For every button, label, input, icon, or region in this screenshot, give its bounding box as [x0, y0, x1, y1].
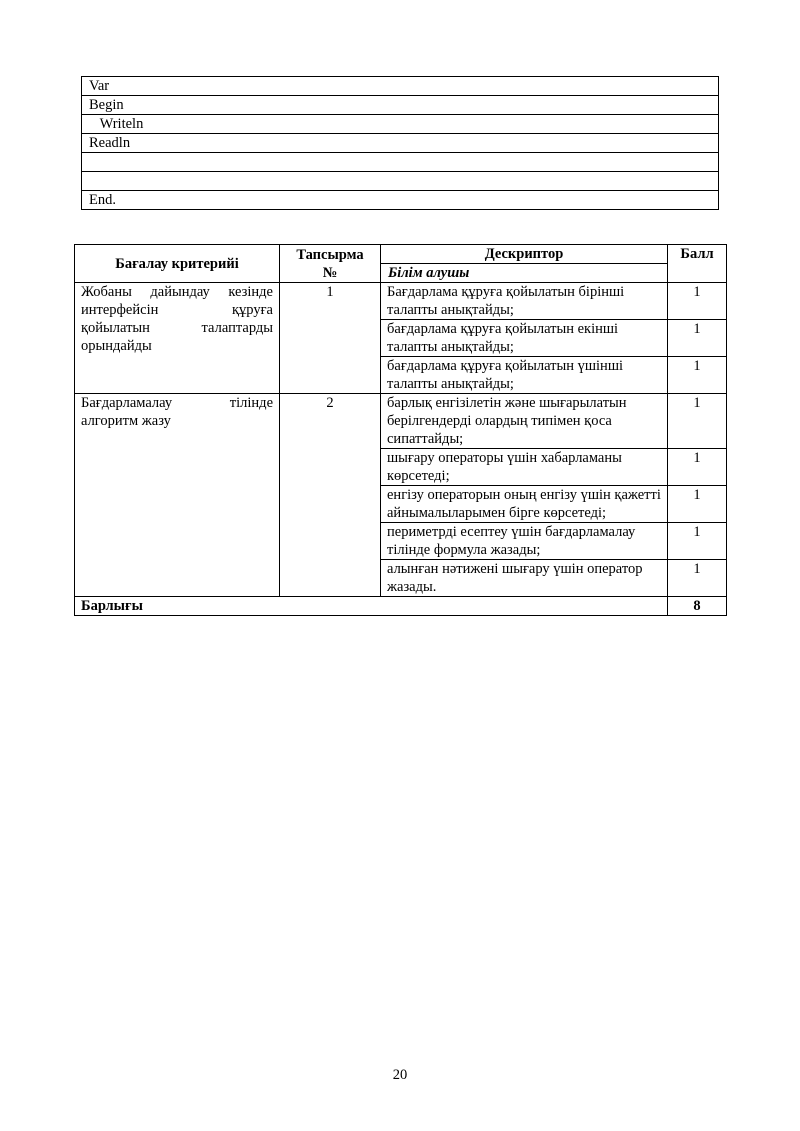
code-line [82, 191, 719, 210]
code-line [82, 115, 719, 134]
score-cell: 1 [668, 560, 727, 597]
task-number-cell: 1 [280, 283, 381, 394]
code-line [82, 134, 719, 153]
total-row [75, 597, 727, 616]
code-line [82, 153, 719, 172]
code-line [82, 77, 719, 96]
criteria-cell [75, 283, 280, 394]
header-row [75, 245, 727, 264]
code-line-text [82, 153, 719, 172]
code-line-text: Var [82, 77, 719, 96]
descriptor-cell: шығару операторы үшін хабарламаны көрсетеді; [381, 449, 668, 486]
code-line-text [82, 172, 719, 191]
score-header: Балл [668, 245, 727, 283]
criteria-word: кезінде [228, 284, 273, 300]
criteria-line-text: алгоритм жазу [81, 413, 171, 429]
criteria-line [81, 394, 273, 412]
criteria-line-text [81, 301, 273, 319]
descriptor-cell: барлық енгізілетін және шығарылатын берілгендерді олардың типімен қоса сипаттайды; [381, 394, 668, 449]
criteria-line [81, 337, 273, 355]
descriptor-subheader: Білім алушы [381, 264, 668, 283]
score-cell: 1 [668, 394, 727, 449]
task-number-cell: 2 [280, 394, 381, 597]
descriptor-cell: бағдарлама құруға қойылатын екінші талапты анықтайды; [381, 320, 668, 357]
assessment-table [74, 244, 727, 616]
criteria-line [81, 301, 273, 319]
task-header-line1: Тапсырма [296, 246, 364, 263]
criteria-line-text [81, 319, 273, 337]
descriptor-header: Дескриптор [381, 245, 668, 264]
task-header-line2: № [322, 264, 338, 281]
criteria-word: құруға [232, 302, 273, 318]
code-line-text: Writeln [82, 115, 719, 134]
code-template-table [81, 76, 719, 210]
task-header [280, 245, 381, 283]
criteria-word: қойылатын [81, 320, 150, 336]
criteria-word: дайындау [150, 284, 210, 300]
descriptor-cell: бағдарлама құруға қойылатын үшінші талапты анықтайды; [381, 357, 668, 394]
total-label: Барлығы [75, 597, 668, 616]
criteria-cell [75, 394, 280, 597]
criteria-header: Бағалау критерийі [75, 245, 280, 283]
criteria-word: талаптарды [201, 320, 273, 336]
page-number: 20 [392, 1067, 408, 1083]
code-line-text: End. [82, 191, 719, 210]
criteria-word: Жобаны [81, 284, 132, 300]
criteria-line [81, 283, 273, 301]
score-cell: 1 [668, 486, 727, 523]
score-cell: 1 [668, 523, 727, 560]
criteria-line-text [81, 283, 273, 301]
descriptor-cell: Бағдарлама құруға қойылатын бірінші талапты анықтайды; [381, 283, 668, 320]
table-row [75, 283, 727, 320]
criteria-line-text: орындайды [81, 338, 152, 354]
code-line-text: Begin [82, 96, 719, 115]
score-cell: 1 [668, 449, 727, 486]
score-cell: 1 [668, 320, 727, 357]
criteria-word: интерфейсін [81, 302, 159, 318]
criteria-line-text: Бағдарламалау тілінде [81, 395, 273, 411]
descriptor-cell: алынған нәтижені шығару үшін оператор жазады. [381, 560, 668, 597]
score-cell: 1 [668, 283, 727, 320]
total-value: 8 [668, 597, 727, 616]
table-row [75, 394, 727, 449]
score-cell: 1 [668, 357, 727, 394]
code-line [82, 96, 719, 115]
code-line-text: Readln [82, 134, 719, 153]
descriptor-cell: периметрді есептеу үшін бағдарламалау тілінде формула жазады; [381, 523, 668, 560]
criteria-line [81, 412, 273, 430]
descriptor-cell: енгізу операторын оның енгізу үшін қажетті айнымалыларымен бірге көрсетеді; [381, 486, 668, 523]
code-line [82, 172, 719, 191]
criteria-line [81, 319, 273, 337]
